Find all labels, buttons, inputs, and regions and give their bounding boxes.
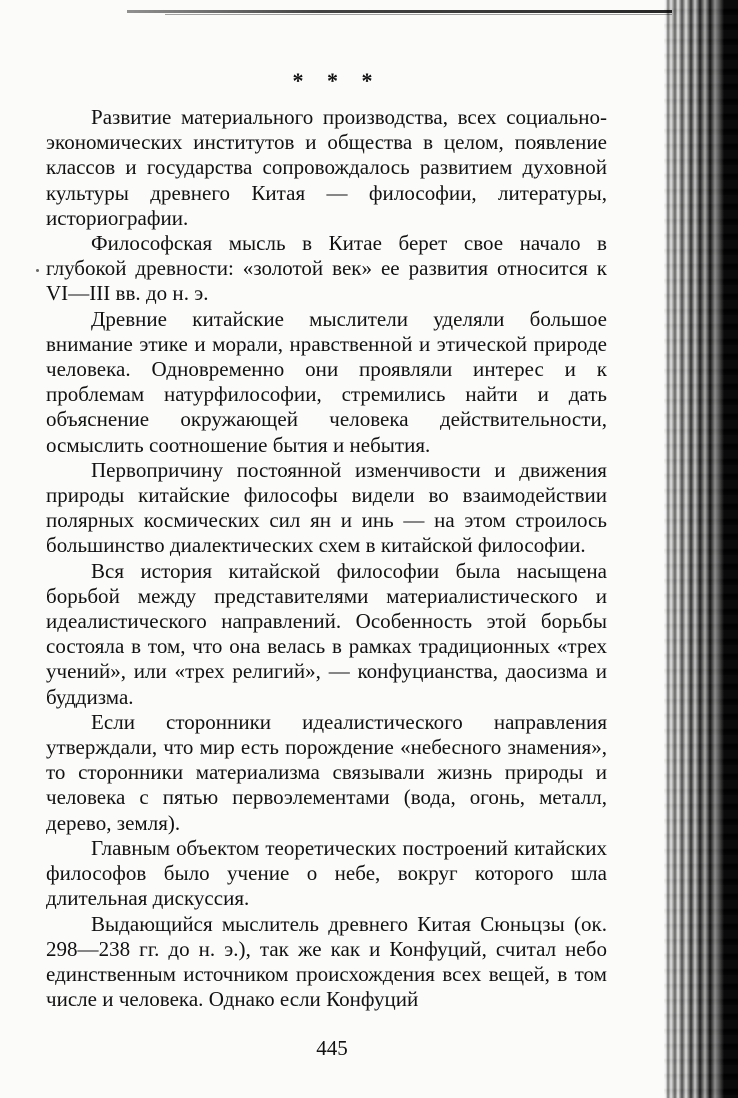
paragraph-yin-yang: Первопричину постоянной изменчивости и движения природы китайские философы видели во взаимодействии полярных космических сил ян и инь — на этом строилось большинство диалектических схем в китайской философии. xyxy=(46,457,607,558)
paragraph-culture-development: Развитие материального производства, всех социально-экономических институтов и общества в целом, появление классов и государства сопровождалось развитием духовной культуры древнего Китая — философии, литературы, историографии. xyxy=(46,105,607,230)
paragraph-philosophical-struggle: Вся история китайской философии была насыщена борьбой между представителями материалистического и идеалистического направлений. Особенность этой борьбы состояла в том, что она велась в рамках традиционных «трех учений», или «трех религий», — конфуцианства, даосизма и буддизма. xyxy=(46,558,607,709)
book-binding-edge xyxy=(664,0,738,1098)
paragraph-ethics-and-natural-philosophy: Древние китайские мыслители уделяли большое внимание этике и морали, нравственной и этической природе человека. Одновременно они проявляли интерес и к проблемам натурфилософии, стремились найти и дать объяснение окружающей человека действительности, осмыслить соотношение бытия и небытия. xyxy=(46,306,607,457)
paragraph-xunzi: Выдающийся мыслитель древнего Китая Сюньцзы (ок. 298—238 гг. до н. э.), так же как и Конфуций, считал небо единственным источником происхождения всех вещей, в том числе и человека. Однако если Конфуций xyxy=(46,911,607,1012)
section-ornament: * * * xyxy=(292,68,382,93)
page-text xyxy=(46,105,607,1012)
top-scan-border-shadow xyxy=(165,14,672,15)
paragraph-idealism-materialism: Если сторонники идеалистического направления утверждали, что мир есть порождение «небесного знамения», то сторонники материализма связывали жизнь природы и человека с пятью первоэлементами (вода, огонь, металл, дерево, земля). xyxy=(46,709,607,835)
page-number: 445 xyxy=(316,1036,348,1060)
margin-dot-mark xyxy=(36,269,39,272)
paragraph-philosophical-origins: Философская мысль в Китае берет свое начало в глубокой древности: «золотой век» ее развития относится к VI—III вв. до н. э. xyxy=(46,231,607,306)
top-scan-border-line xyxy=(127,10,672,13)
paragraph-teaching-about-heaven: Главным объектом теоретических построений китайских философов было учение о небе, вокруг которого шла длительная дискуссия. xyxy=(46,835,607,911)
